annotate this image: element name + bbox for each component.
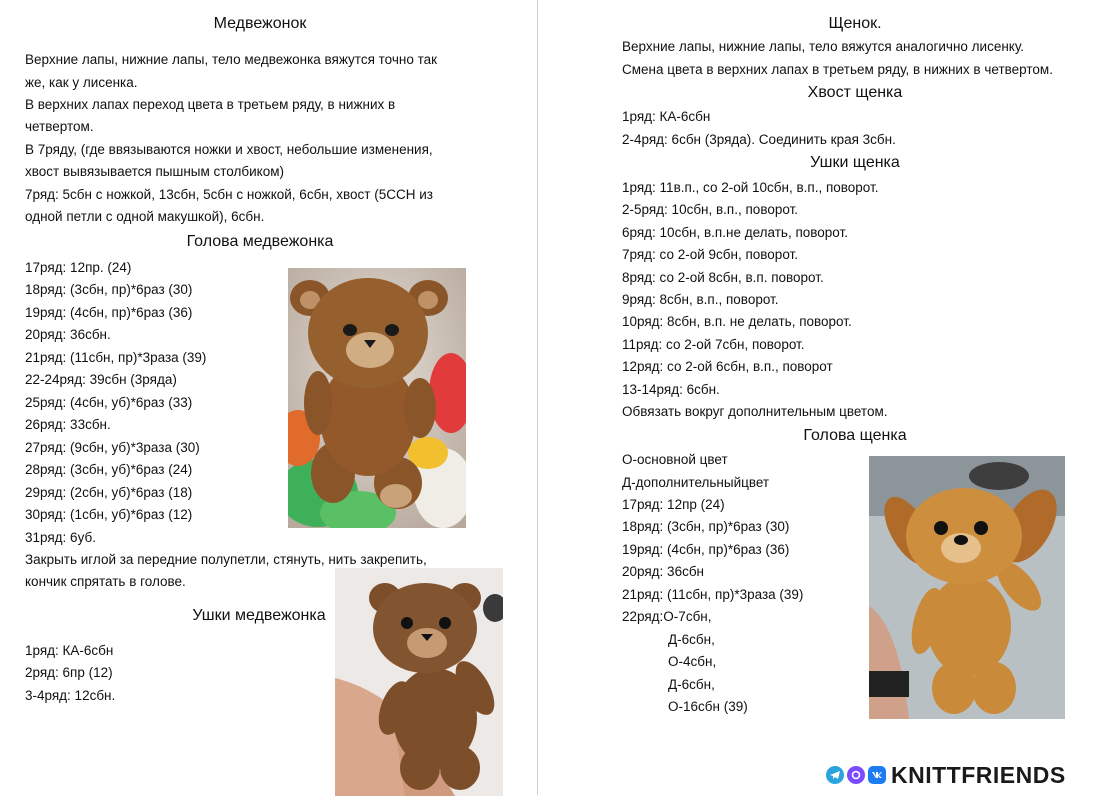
- text-line: В 7ряду, (где ввязываются ножки и хвост, небольшие изменения,: [25, 142, 433, 157]
- brand-name: KNITTFRIENDS: [891, 761, 1066, 788]
- telegram-icon: [826, 766, 844, 784]
- text-line: 29ряд: (2сбн, уб)*6раз (18): [25, 485, 193, 500]
- text-line: 9ряд: 8сбн, в.п., поворот.: [622, 292, 779, 307]
- text-line: 1ряд: 11в.п., со 2-ой 10сбн, в.п., поворот.: [622, 180, 879, 195]
- bear-head-title: Голова медвежонка: [186, 233, 334, 250]
- text-line: 10ряд: 8сбн, в.п. не делать, поворот.: [622, 314, 852, 329]
- puppy-head-title: Голова щенка: [803, 427, 907, 444]
- text-line: одной петли с одной макушкой), 6сбн.: [25, 209, 265, 224]
- text-line: 12ряд: со 2-ой 6сбн, в.п., поворот: [622, 359, 833, 374]
- page-divider: [537, 0, 538, 795]
- bear-ears-title: Ушки медвежонка: [192, 607, 326, 624]
- text-line: О-16сбн (39): [668, 699, 748, 714]
- text-line: 19ряд: (4сбн, пр)*6раз (36): [25, 305, 193, 320]
- text-line: кончик спрятать в голове.: [25, 574, 186, 589]
- text-line: 3-4ряд: 12сбн.: [25, 688, 116, 703]
- text-line: Обвязать вокруг дополнительным цветом.: [622, 404, 888, 419]
- text-line: Верхние лапы, нижние лапы, тело медвежонка вяжутся точно так: [25, 52, 438, 67]
- max-icon: [847, 766, 865, 784]
- text-line: 19ряд: (4сбн, пр)*6раз (36): [622, 542, 790, 557]
- text-line: 30ряд: (1сбн, уб)*6раз (12): [25, 507, 193, 522]
- puppy-ears-title: Ушки щенка: [810, 154, 900, 171]
- puppy-tail-title: Хвост щенка: [807, 84, 903, 101]
- bear-toy-photo-sitting: [288, 268, 466, 528]
- text-line: 20ряд: 36сбн.: [25, 327, 111, 342]
- text-line: 21ряд: (11сбн, пр)*3раза (39): [622, 587, 804, 602]
- vk-icon: [868, 766, 886, 784]
- text-line: Д-дополнительныйцвет: [622, 475, 770, 490]
- bear-toy-photo-in-hand: [335, 568, 503, 796]
- text-line: 27ряд: (9сбн, уб)*3раза (30): [25, 440, 200, 455]
- text-line: Д-6сбн,: [668, 632, 715, 647]
- text-line: Д-6сбн,: [668, 677, 715, 692]
- text-line: 31ряд: 6уб.: [25, 530, 96, 545]
- text-line: 17ряд: 12пр. (24): [25, 260, 132, 275]
- text-line: 7ряд: 5сбн с ножкой, 13сбн, 5сбн с ножкой, 6сбн, хвост (5ССН из: [25, 187, 433, 202]
- text-line: 26ряд: 33сбн.: [25, 417, 111, 432]
- text-line: 2ряд: 6пр (12): [25, 665, 113, 680]
- text-line: Верхние лапы, нижние лапы, тело вяжутся аналогично лисенку.: [622, 39, 1025, 54]
- text-line: 1ряд: КА-6сбн: [25, 643, 114, 658]
- text-line: 20ряд: 36сбн: [622, 564, 705, 579]
- text-line: 2-4ряд: 6сбн (3ряда). Соединить края 3сбн.: [622, 132, 896, 147]
- text-line: 11ряд: со 2-ой 7сбн, поворот.: [622, 337, 805, 352]
- bear-title: Медвежонок: [213, 15, 307, 32]
- text-line: О-основной цвет: [622, 452, 728, 467]
- text-line: 2-5ряд: 10сбн, в.п., поворот.: [622, 202, 799, 217]
- text-line: 25ряд: (4сбн, уб)*6раз (33): [25, 395, 193, 410]
- brand-footer: [826, 760, 1066, 790]
- text-line: 22ряд:О-7сбн,: [622, 609, 712, 624]
- puppy-toy-photo: [869, 456, 1065, 719]
- text-line: 22-24ряд: 39сбн (3ряда): [25, 372, 177, 387]
- text-line: 13-14ряд: 6сбн.: [622, 382, 720, 397]
- text-line: 7ряд: со 2-ой 9сбн, поворот.: [622, 247, 798, 262]
- text-line: О-4сбн,: [668, 654, 717, 669]
- text-line: 18ряд: (3сбн, пр)*6раз (30): [25, 282, 193, 297]
- text-line: Закрыть иглой за передние полупетли, стянуть, нить закрепить,: [25, 552, 427, 567]
- text-line: 1ряд: КА-6сбн: [622, 109, 711, 124]
- text-line: четвертом.: [25, 119, 94, 134]
- text-line: 28ряд: (3сбн, уб)*6раз (24): [25, 462, 193, 477]
- text-line: В верхних лапах переход цвета в третьем ряду, в нижних в: [25, 97, 396, 112]
- text-line: же, как у лисенка.: [25, 75, 138, 90]
- puppy-title: Щенок.: [828, 15, 882, 32]
- text-line: хвост вывязывается пышным столбиком): [25, 164, 285, 179]
- text-line: 21ряд: (11сбн, пр)*3раза (39): [25, 350, 207, 365]
- text-line: 18ряд: (3сбн, пр)*6раз (30): [622, 519, 790, 534]
- text-line: 8ряд: со 2-ой 8сбн, в.п. поворот.: [622, 270, 824, 285]
- text-line: 17ряд: 12пр (24): [622, 497, 725, 512]
- text-line: Смена цвета в верхних лапах в третьем ряду, в нижних в четвертом.: [622, 62, 1053, 77]
- text-line: 6ряд: 10сбн, в.п.не делать, поворот.: [622, 225, 848, 240]
